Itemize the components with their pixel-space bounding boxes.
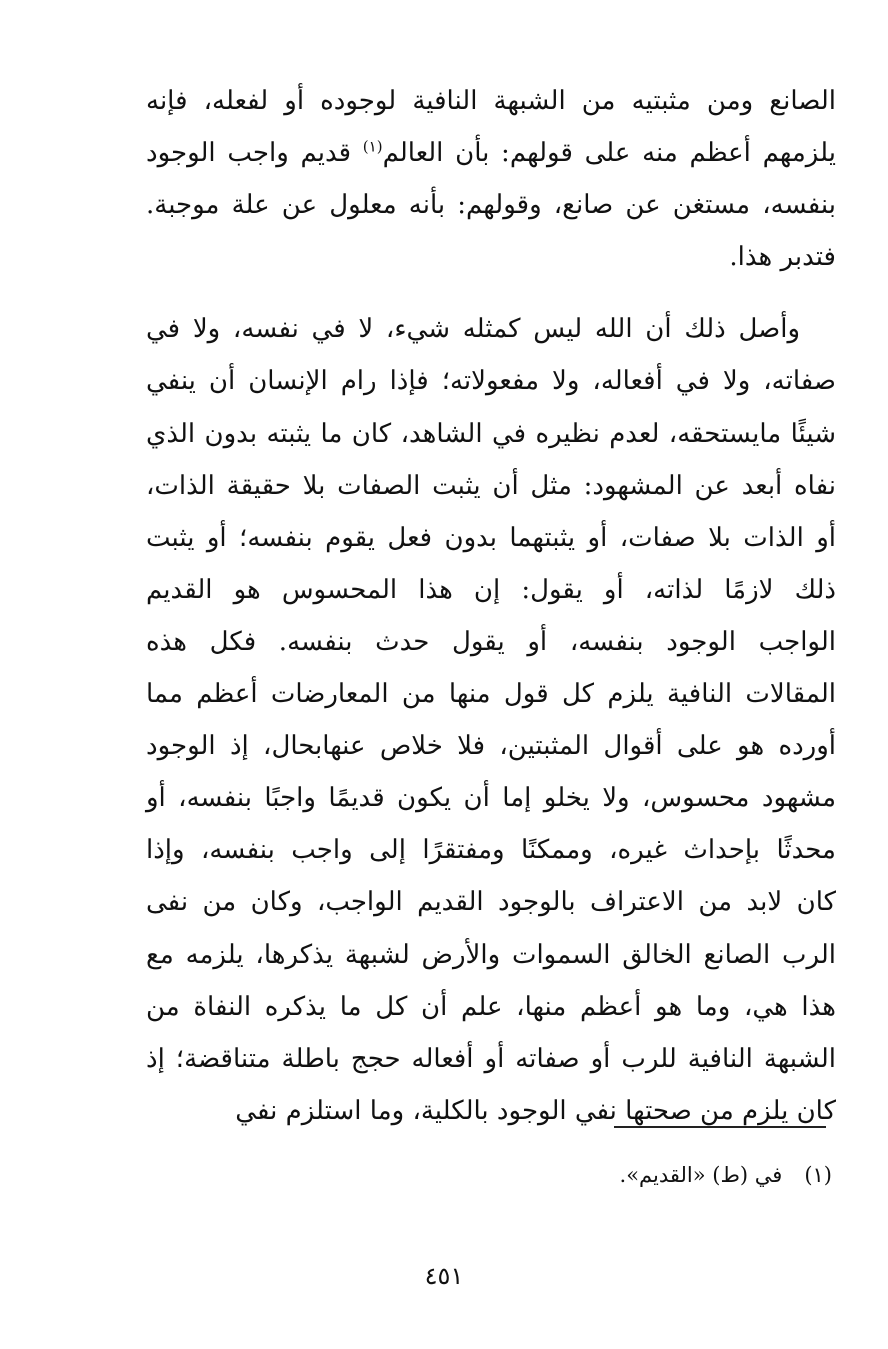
text-line: أو الذات بلا صفات، أو يثبتهما بدون فعل يقوم بنفسه؛ أو يثبت [146, 522, 836, 553]
text-line: أورده هو على أقوال المثبتين، فلا خلاص عنهابحال، إذ الوجود [146, 731, 836, 762]
text-line: الصانع ومن مثبتيه من الشبهة النافية لوجوده أو لفعله، فإنه [146, 86, 836, 116]
paragraph-gap [146, 283, 836, 303]
main-text [146, 75, 836, 1137]
text-line: كان يلزم من صحتها نفي الوجود بالكلية، وما استلزم نفي [235, 1095, 836, 1126]
footnote-separator [614, 1126, 826, 1128]
footnote-reference: (١) [362, 137, 383, 156]
footnote [620, 1160, 832, 1190]
text-segment: يلزمهم أعظم منه على قولهم: بأن العالم [382, 138, 836, 169]
footnote-text: في (ط) «القديم». [619, 1163, 783, 1187]
text-line: بنفسه، مستغن عن صانع، وقولهم: بأنه معلول عن علة موجبة. [146, 190, 836, 221]
text-line: نفاه أبعد عن المشهود: مثل أن يثبت الصفات بلا حقيقة الذات، [146, 470, 836, 501]
text-segment: وأصل ذلك أن الله ليس كمثله شيء، لا في نفسه، ولا في [146, 314, 800, 345]
text-line: مشهود محسوس، ولا يخلو إما أن يكون قديمًا واجبًا بنفسه، أو [146, 783, 836, 814]
text-line [146, 127, 836, 179]
text-line [146, 303, 836, 355]
text-line: ذلك لازمًا لذاته، أو يقول: إن هذا المحسوس هو القديم [146, 574, 836, 605]
text-line: الواجب الوجود بنفسه، أو يقول حدث بنفسه. فكل هذه [146, 626, 836, 657]
footnote-number: (١) [804, 1163, 832, 1187]
page-number: ٤٥١ [424, 1262, 464, 1290]
text-line: فتدبر هذا. [729, 242, 836, 273]
text-line: الشبهة النافية للرب أو صفاته أو أفعاله حجج باطلة متناقضة؛ إذ [146, 1043, 836, 1074]
text-line: كان لابد من الاعتراف بالوجود القديم الواجب، وكان من نفى [146, 887, 836, 918]
text-line: صفاته، ولا في أفعاله، ولا مفعولاته؛ فإذا رام الإنسان أن ينفي [146, 366, 836, 397]
text-line: هذا هي، وما هو أعظم منها، علم أن كل ما يذكره النفاة من [146, 991, 836, 1022]
text-line: محدثًا بإحداث غيره، وممكنًا ومفتقرًا إلى واجب بنفسه، وإذا [146, 835, 836, 866]
text-line: المقالات النافية يلزم كل قول منها من المعارضات أعظم مما [146, 679, 836, 710]
text-line: الرب الصانع الخالق السموات والأرض لشبهة يذكرها، يلزمه مع [146, 939, 836, 970]
text-line: شيئًا مايستحقه، لعدم نظيره في الشاهد، كان ما يثبته بدون الذي [146, 418, 836, 449]
text-segment: قديم واجب الوجود [146, 138, 363, 169]
